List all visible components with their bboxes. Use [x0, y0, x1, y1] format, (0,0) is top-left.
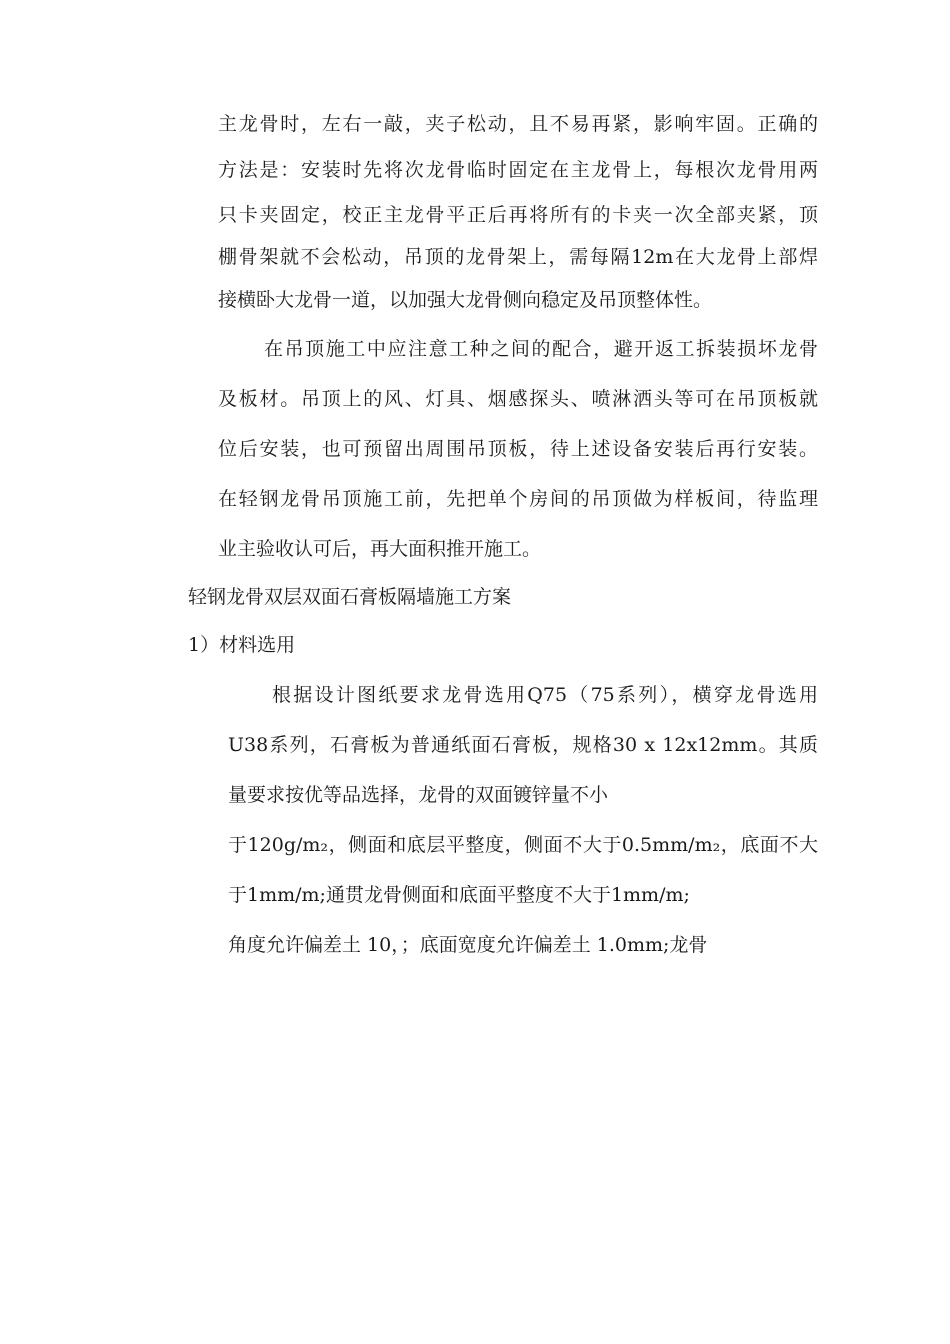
paragraph2-line-2: 及板材。吊顶上的风、灯具、烟感探头、喷淋洒头等可在吊顶板就 — [218, 388, 818, 410]
paragraph2-line-4: 在轻钢龙骨吊顶施工前，先把单个房间的吊顶做为样板间，待监理 — [218, 488, 818, 510]
paragraph3-line-2: U38系列，石膏板为普通纸面石膏板，规格30 x 12x12mm。其质 — [228, 734, 818, 756]
paragraph1-line-1: 主龙骨时，左右一敲，夹子松动，且不易再紧，影响牢固。正确的 — [218, 113, 818, 135]
paragraph3-line-3: 量要求按优等品选择，龙骨的双面镀锌量不小 — [228, 784, 609, 806]
paragraph3-line-1: 根据设计图纸要求龙骨选用Q75（75系列），横穿龙骨选用 — [272, 684, 818, 706]
paragraph2-line-5: 业主验收认可后，再大面积推开施工。 — [218, 538, 542, 560]
paragraph1-line-5: 接横卧大龙骨一道，以加强大龙骨侧向稳定及吊顶整体性。 — [218, 289, 713, 311]
subsection-title: 1）材料选用 — [188, 634, 296, 656]
paragraph3-line-5: 于1mm/m;通贯龙骨侧面和底面平整度不大于1mm/m; — [228, 884, 690, 906]
paragraph2-line-1: 在吊顶施工中应注意工种之间的配合，避开返工拆装损坏龙骨 — [264, 338, 818, 360]
paragraph1-line-4: 棚骨架就不会松动，吊顶的龙骨架上，需每隔12m在大龙骨上部焊 — [218, 246, 818, 268]
paragraph1-line-2: 方法是：安装时先将次龙骨临时固定在主龙骨上，每根次龙骨用两 — [218, 159, 818, 181]
paragraph3-line-6: 角度允许偏差土 10，；底面宽度允许偏差土 1.0mm;龙骨 — [228, 934, 708, 956]
paragraph2-line-3: 位后安装，也可预留出周围吊顶板，待上述设备安装后再行安装。 — [218, 438, 818, 460]
paragraph3-line-4: 于120g/m₂，侧面和底层平整度，侧面不大于0.5mm/m₂，底面不大 — [228, 834, 818, 856]
paragraph1-line-3: 只卡夹固定，校正主龙骨平正后再将所有的卡夹一次全部夹紧，顶 — [218, 204, 818, 226]
section-title: 轻钢龙骨双层双面石膏板隔墙施工方案 — [188, 586, 512, 608]
